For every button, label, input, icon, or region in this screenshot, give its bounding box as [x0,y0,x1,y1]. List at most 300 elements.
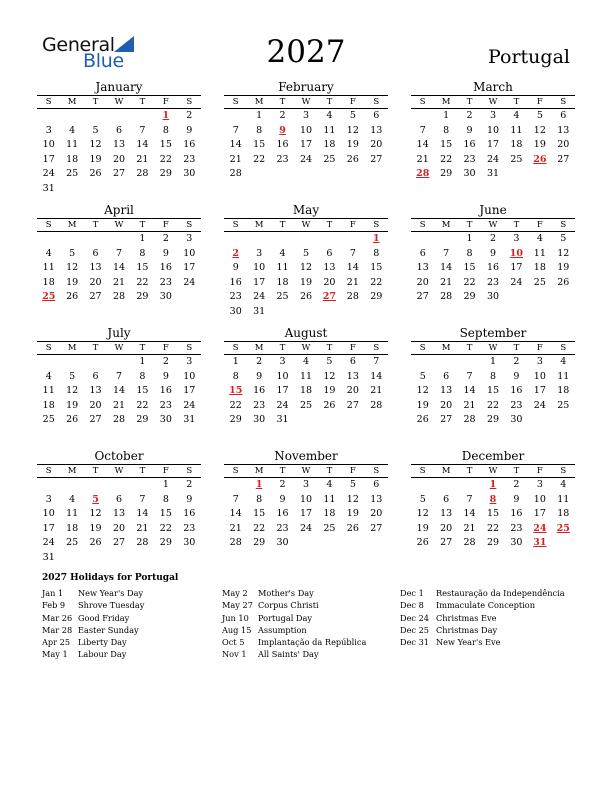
calendar-day: 14 [416,139,429,150]
calendar-day: 22 [440,153,453,165]
calendar-day: 18 [66,153,79,165]
calendar-day: 10 [42,139,55,150]
holiday-column [42,587,144,661]
calendar-day: 14 [136,508,149,519]
weekday-header: M [441,466,451,476]
calendar-day: 7 [466,493,473,505]
calendar-day: 4 [302,356,310,367]
calendar-day: 23 [510,522,523,534]
weekday-header: W [114,220,124,230]
holiday-item [222,587,366,599]
month-title: June [411,203,575,219]
calendar-day: 22 [136,276,149,288]
calendar-day: 9 [513,493,520,505]
holidays-title: 2027 Holidays for Portugal [42,573,179,583]
weekday-header: T [466,97,473,107]
calendar-day: 10 [533,493,546,505]
calendar-day: 20 [112,153,126,165]
calendar-day: 4 [326,110,333,121]
calendar-day: 13 [112,139,126,150]
calendar-day: 12 [66,262,79,273]
calendar-day: 17 [183,262,196,273]
holiday-date: Mar 28 [42,624,73,635]
calendar-day: 17 [533,385,546,396]
weekday-header: M [67,97,77,107]
calendar-day: 13 [323,262,336,273]
calendar-day: 17 [299,139,313,150]
holiday-day: 25 [556,522,570,534]
weekday-header: F [162,343,169,353]
calendar-day: 28 [463,414,476,425]
weekday-header: S [419,343,426,353]
calendar-day: 30 [486,291,500,302]
holiday-item [400,624,565,636]
calendar-day: 20 [89,276,102,288]
month-grid [411,465,575,551]
calendar-day: 19 [557,262,570,273]
calendar-day: 15 [136,262,149,273]
calendar-day: 30 [229,305,242,317]
calendar-day: 29 [486,537,500,548]
empty-day [37,109,60,124]
empty-day [434,232,457,247]
empty-day [411,109,434,124]
month-grid [224,96,388,182]
calendar-day: 23 [159,399,172,411]
weekday-header: S [232,97,239,107]
empty-day [318,232,341,247]
calendar-day: 15 [253,508,266,519]
calendar-day: 7 [115,370,123,382]
holiday-item [222,636,366,648]
month-april [37,203,201,305]
calendar-day: 13 [346,370,359,382]
weekday-header: T [279,343,286,353]
weekday-header: S [373,220,380,230]
calendar-day: 2 [279,110,286,121]
month-august [224,326,388,428]
calendar-day: 27 [346,399,359,411]
calendar-day: 18 [557,508,570,519]
calendar-day: 6 [373,479,380,490]
holiday-item [222,612,366,624]
empty-day [411,355,434,370]
calendar-day: 22 [463,276,476,288]
calendar-day: 10 [183,247,196,259]
empty-day [84,355,107,370]
month-september [411,326,575,428]
calendar-day: 18 [276,276,289,288]
calendar-day: 8 [256,124,263,136]
holiday-name: Labour Day [78,649,127,660]
calendar-day: 23 [183,153,196,165]
calendar-day: 15 [440,139,453,150]
holiday-name: Christmas Day [436,624,498,635]
calendar-day: 9 [162,247,169,259]
calendar-day: 13 [89,262,102,273]
empty-day [107,478,130,493]
holiday-item [42,636,144,648]
calendar-day: 15 [159,139,172,150]
empty-day [60,355,83,370]
calendar-day: 15 [370,262,383,273]
calendar-day: 5 [69,370,76,382]
holiday-name: Mother's Day [258,588,314,598]
calendar-day: 9 [162,370,169,382]
calendar-day: 30 [253,414,266,425]
month-october [37,449,201,565]
holiday-date: Dec 31 [400,637,430,648]
calendar-day: 5 [326,356,333,367]
holiday-day: 28 [416,168,430,179]
empty-day [131,478,154,493]
holiday-name: Implantação da República [258,637,367,648]
calendar-day: 23 [463,153,476,165]
weekday-header: F [349,343,356,353]
calendar-day: 3 [536,356,543,367]
empty-day [60,109,83,124]
calendar-day: 17 [510,262,523,273]
calendar-day: 1 [139,356,146,367]
calendar-day: 23 [486,276,500,288]
calendar-day: 28 [112,291,126,302]
calendar-day: 22 [486,399,500,411]
calendar-day: 3 [45,124,52,136]
month-title: April [37,203,201,219]
weekday-header: T [92,97,99,107]
holiday-item [222,648,366,660]
holiday-date: Dec 25 [400,624,430,635]
holiday-column [400,587,565,648]
calendar-day: 18 [299,385,313,396]
calendar-day: 21 [229,153,242,165]
calendar-day: 6 [115,124,123,136]
calendar-day: 4 [536,233,543,244]
brand-logo [42,34,142,74]
calendar-day: 13 [370,124,383,136]
calendar-day: 5 [302,247,310,259]
calendar-day: 27 [440,537,453,548]
month-title: May [224,203,388,219]
calendar-day: 19 [416,522,429,534]
calendar-day: 5 [349,110,356,121]
logo-text-general: General [42,34,115,56]
calendar-day: 31 [276,414,289,425]
weekday-header: W [301,97,311,107]
month-february [224,80,388,182]
holiday-name: New Year's Eve [436,637,501,648]
month-june [411,203,575,305]
holiday-day: 1 [489,479,497,490]
weekday-header: S [232,466,239,476]
calendar-day: 14 [370,370,383,382]
empty-day [224,109,247,124]
weekday-header: S [419,97,426,107]
calendar-day: 11 [299,370,313,382]
empty-day [60,478,83,493]
calendar-day: 16 [486,262,500,273]
calendar-day: 2 [186,110,193,121]
calendar-day: 24 [42,168,55,179]
calendar-day: 27 [370,522,383,534]
weekday-header: T [326,220,333,230]
calendar-day: 26 [416,537,429,548]
calendar-day: 12 [346,493,359,505]
calendar-day: 27 [112,168,126,179]
month-november [224,449,388,551]
calendar-day: 5 [69,247,76,259]
empty-day [458,355,481,370]
weekday-header: S [373,97,380,107]
calendar-day: 4 [69,493,76,505]
calendar-day: 6 [560,110,567,121]
calendar-day: 1 [443,110,450,121]
calendar-day: 5 [560,233,567,244]
weekday-header: T [326,466,333,476]
calendar-day: 8 [373,247,380,259]
weekday-header: F [536,343,543,353]
calendar-day: 11 [276,262,289,273]
calendar-day: 1 [256,110,263,121]
calendar-day: 19 [416,399,429,411]
calendar-day: 18 [323,139,336,150]
calendar-day: 13 [370,493,383,505]
calendar-day: 13 [557,124,570,136]
calendar-day: 7 [115,247,123,259]
month-grid [37,465,201,565]
month-grid [224,219,388,319]
calendar-day: 6 [419,247,426,259]
month-july [37,326,201,428]
weekday-header: W [488,97,498,107]
calendar-day: 24 [42,537,55,548]
calendar-day: 22 [370,276,383,288]
holiday-date: Dec 8 [400,600,424,611]
weekday-header: S [560,466,567,476]
calendar-day: 14 [136,139,149,150]
calendar-day: 16 [276,139,289,150]
calendar-day: 27 [89,291,102,302]
weekday-header: W [488,220,498,230]
month-grid [411,342,575,428]
calendar-day: 2 [466,110,473,121]
calendar-day: 28 [370,399,383,411]
calendar-country: Portugal [488,46,570,68]
weekday-header: M [254,466,264,476]
calendar-day: 22 [159,153,172,165]
calendar-day: 4 [279,247,286,259]
calendar-day: 25 [533,276,546,288]
calendar-day: 6 [443,493,450,505]
calendar-day: 15 [486,385,500,396]
weekday-header: S [232,343,239,353]
calendar-day: 6 [92,370,99,382]
calendar-day: 12 [89,508,102,519]
weekday-header: W [488,466,498,476]
weekday-header: T [92,466,99,476]
calendar-day: 25 [66,168,79,179]
month-title: September [411,326,575,342]
weekday-header: M [441,220,451,230]
calendar-day: 11 [557,370,570,382]
calendar-day: 4 [560,479,567,490]
calendar-day: 16 [463,139,476,150]
weekday-header: W [114,343,124,353]
calendar-day: 4 [513,110,520,121]
calendar-day: 28 [229,537,242,548]
calendar-day: 6 [443,370,450,382]
calendar-day: 26 [557,276,570,288]
calendar-day: 11 [323,124,336,136]
holiday-item [42,624,144,636]
empty-day [84,232,107,247]
calendar-day: 21 [229,522,242,534]
weekday-header: T [513,343,520,353]
calendar-day: 15 [159,508,172,519]
calendar-day: 15 [486,508,500,519]
calendar-day: 28 [112,414,126,425]
calendar-day: 27 [416,291,429,302]
calendar-day: 1 [139,233,146,244]
calendar-day: 30 [159,414,172,425]
month-title: December [411,449,575,465]
weekday-header: S [373,343,380,353]
calendar-day: 30 [159,291,172,302]
calendar-day: 8 [139,247,146,259]
calendar-day: 29 [463,291,476,302]
weekday-header: S [419,466,426,476]
calendar-day: 26 [299,291,313,302]
calendar-day: 1 [466,233,473,244]
holiday-name: Liberty Day [78,637,127,648]
calendar-day: 25 [276,291,289,302]
empty-day [107,355,130,370]
calendar-day: 29 [136,291,149,302]
calendar-day: 27 [370,153,383,165]
calendar-day: 29 [229,414,242,425]
holiday-day: 10 [509,247,524,259]
calendar-day: 29 [136,414,149,425]
calendar-day: 18 [557,385,570,396]
calendar-day: 29 [370,291,383,302]
weekday-header: S [186,466,193,476]
calendar-day: 1 [162,479,169,490]
calendar-day: 24 [183,399,196,411]
weekday-header: M [67,343,77,353]
calendar-day: 17 [42,522,55,534]
holiday-item [222,624,366,636]
calendar-day: 19 [66,276,79,288]
calendar-day: 18 [323,508,336,519]
logo-text-blue: Blue [83,50,124,72]
calendar-day: 15 [253,139,266,150]
calendar-day: 9 [513,370,520,382]
calendar-day: 23 [253,399,266,411]
calendar-day: 2 [279,479,286,490]
calendar-day: 22 [229,399,242,411]
calendar-day: 13 [112,508,126,519]
calendar-day: 19 [89,153,102,165]
weekday-header: M [67,466,77,476]
calendar-day: 3 [302,110,310,121]
calendar-day: 8 [256,493,263,505]
empty-day [247,232,270,247]
empty-day [84,109,107,124]
calendar-day: 3 [536,479,543,490]
calendar-day: 29 [159,537,172,548]
weekday-header: S [45,466,52,476]
holiday-date: Jan 1 [42,588,64,598]
calendar-day: 14 [229,508,242,519]
calendar-day: 26 [89,168,102,179]
calendar-day: 11 [66,139,79,150]
calendar-day: 15 [136,385,149,396]
month-grid [37,219,201,305]
calendar-day: 8 [162,124,169,136]
calendar-day: 6 [92,247,99,259]
calendar-day: 11 [323,493,336,505]
weekday-header: F [162,220,169,230]
calendar-day: 12 [557,247,570,259]
holiday-date: Jun 10 [222,612,249,623]
weekday-header: T [326,343,333,353]
weekday-header: T [139,343,146,353]
weekday-header: M [441,97,451,107]
calendar-day: 8 [466,247,473,259]
calendar-day: 28 [136,537,149,548]
calendar-day: 10 [533,370,546,382]
calendar-day: 21 [112,399,126,411]
weekday-header: S [186,343,193,353]
calendar-day: 28 [136,168,149,179]
calendar-day: 30 [183,537,196,548]
weekday-header: S [419,220,426,230]
calendar-day: 9 [466,124,473,136]
month-grid [224,465,388,551]
weekday-header: F [162,97,169,107]
calendar-day: 14 [463,508,476,519]
calendar-day: 22 [486,522,500,534]
calendar-day: 12 [416,385,429,396]
empty-day [458,478,481,493]
calendar-day: 7 [139,493,146,505]
calendar-day: 1 [489,356,497,367]
calendar-day: 30 [510,414,523,425]
weekday-header: F [536,466,543,476]
calendar-day: 8 [443,124,450,136]
calendar-day: 20 [440,399,453,411]
calendar-day: 16 [510,385,523,396]
calendar-day: 9 [279,493,286,505]
holiday-item [42,599,144,611]
calendar-day: 16 [183,139,196,150]
calendar-day: 9 [489,247,497,259]
weekday-header: T [513,466,520,476]
calendar-day: 10 [253,262,266,273]
calendar-day: 18 [66,522,79,534]
calendar-day: 19 [323,385,336,396]
calendar-day: 1 [232,356,239,367]
empty-day [37,478,60,493]
empty-day [341,232,364,247]
calendar-day: 2 [489,233,497,244]
empty-day [107,109,130,124]
calendar-day: 4 [560,356,567,367]
empty-day [411,478,434,493]
calendar-day: 13 [89,385,102,396]
holiday-date: Apr 25 [42,637,71,648]
calendar-day: 7 [349,247,356,259]
